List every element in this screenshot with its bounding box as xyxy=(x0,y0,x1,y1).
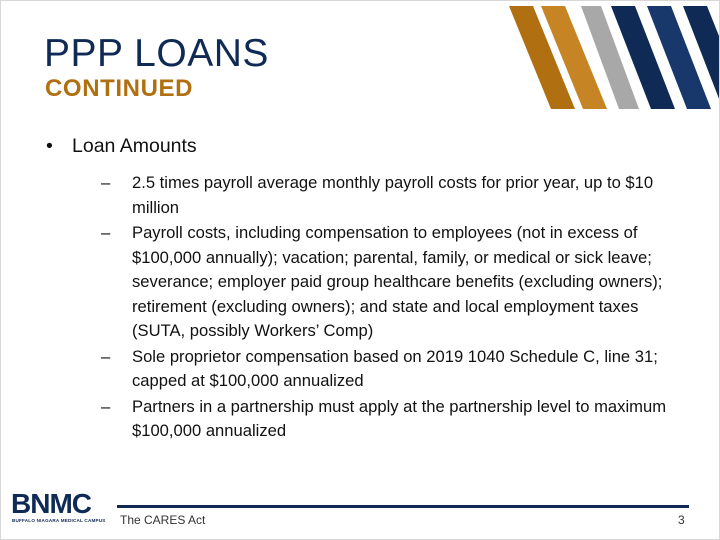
decorative-stripes xyxy=(489,1,719,116)
dash-icon: – xyxy=(101,346,111,366)
dash-icon: – xyxy=(101,396,111,416)
sub-bullet xyxy=(101,171,696,220)
footer-text: The CARES Act xyxy=(120,513,206,527)
sub-bullet-text: Partners in a partnership must apply at the partnership level to maximum $100,000 annualized xyxy=(132,396,667,440)
sub-bullet xyxy=(101,221,696,344)
slide-title: PPP LOANS xyxy=(44,32,269,75)
logo-tagline: BUFFALO NIAGARA MEDICAL CAMPUS xyxy=(12,518,106,523)
slide-subtitle: CONTINUED xyxy=(45,75,194,102)
bullet-dot-icon: • xyxy=(46,135,53,157)
sub-bullet xyxy=(101,345,696,394)
sub-bullet-text: Sole proprietor compensation based on 2019 1040 Schedule C, line 31; capped at $100,000 annualized xyxy=(132,346,658,390)
page-number: 3 xyxy=(678,513,685,527)
main-bullet xyxy=(46,133,696,159)
slide-content xyxy=(46,133,696,445)
sub-bullet-text: 2.5 times payroll average monthly payroll costs for prior year, up to $10 million xyxy=(132,173,654,217)
dash-icon: – xyxy=(101,223,111,242)
sub-bullet-text: Payroll costs, including compensation to employees (not in excess of $100,000 annually); vacation; parental, family, or medical or sick leave; severance; employer paid group healthcare benefits (excluding owners); retirement (excluding owners); and state and local employment taxes (SUTA, possibly Workers’ Comp) xyxy=(132,223,663,340)
sub-bullet xyxy=(101,395,696,444)
main-bullet-text: Loan Amounts xyxy=(72,135,197,157)
bnmc-logo xyxy=(11,490,111,526)
dash-icon: – xyxy=(101,173,111,192)
sub-bullet-list xyxy=(46,171,696,444)
footer-divider xyxy=(117,505,689,508)
logo-wordmark: BNMC xyxy=(11,488,91,519)
